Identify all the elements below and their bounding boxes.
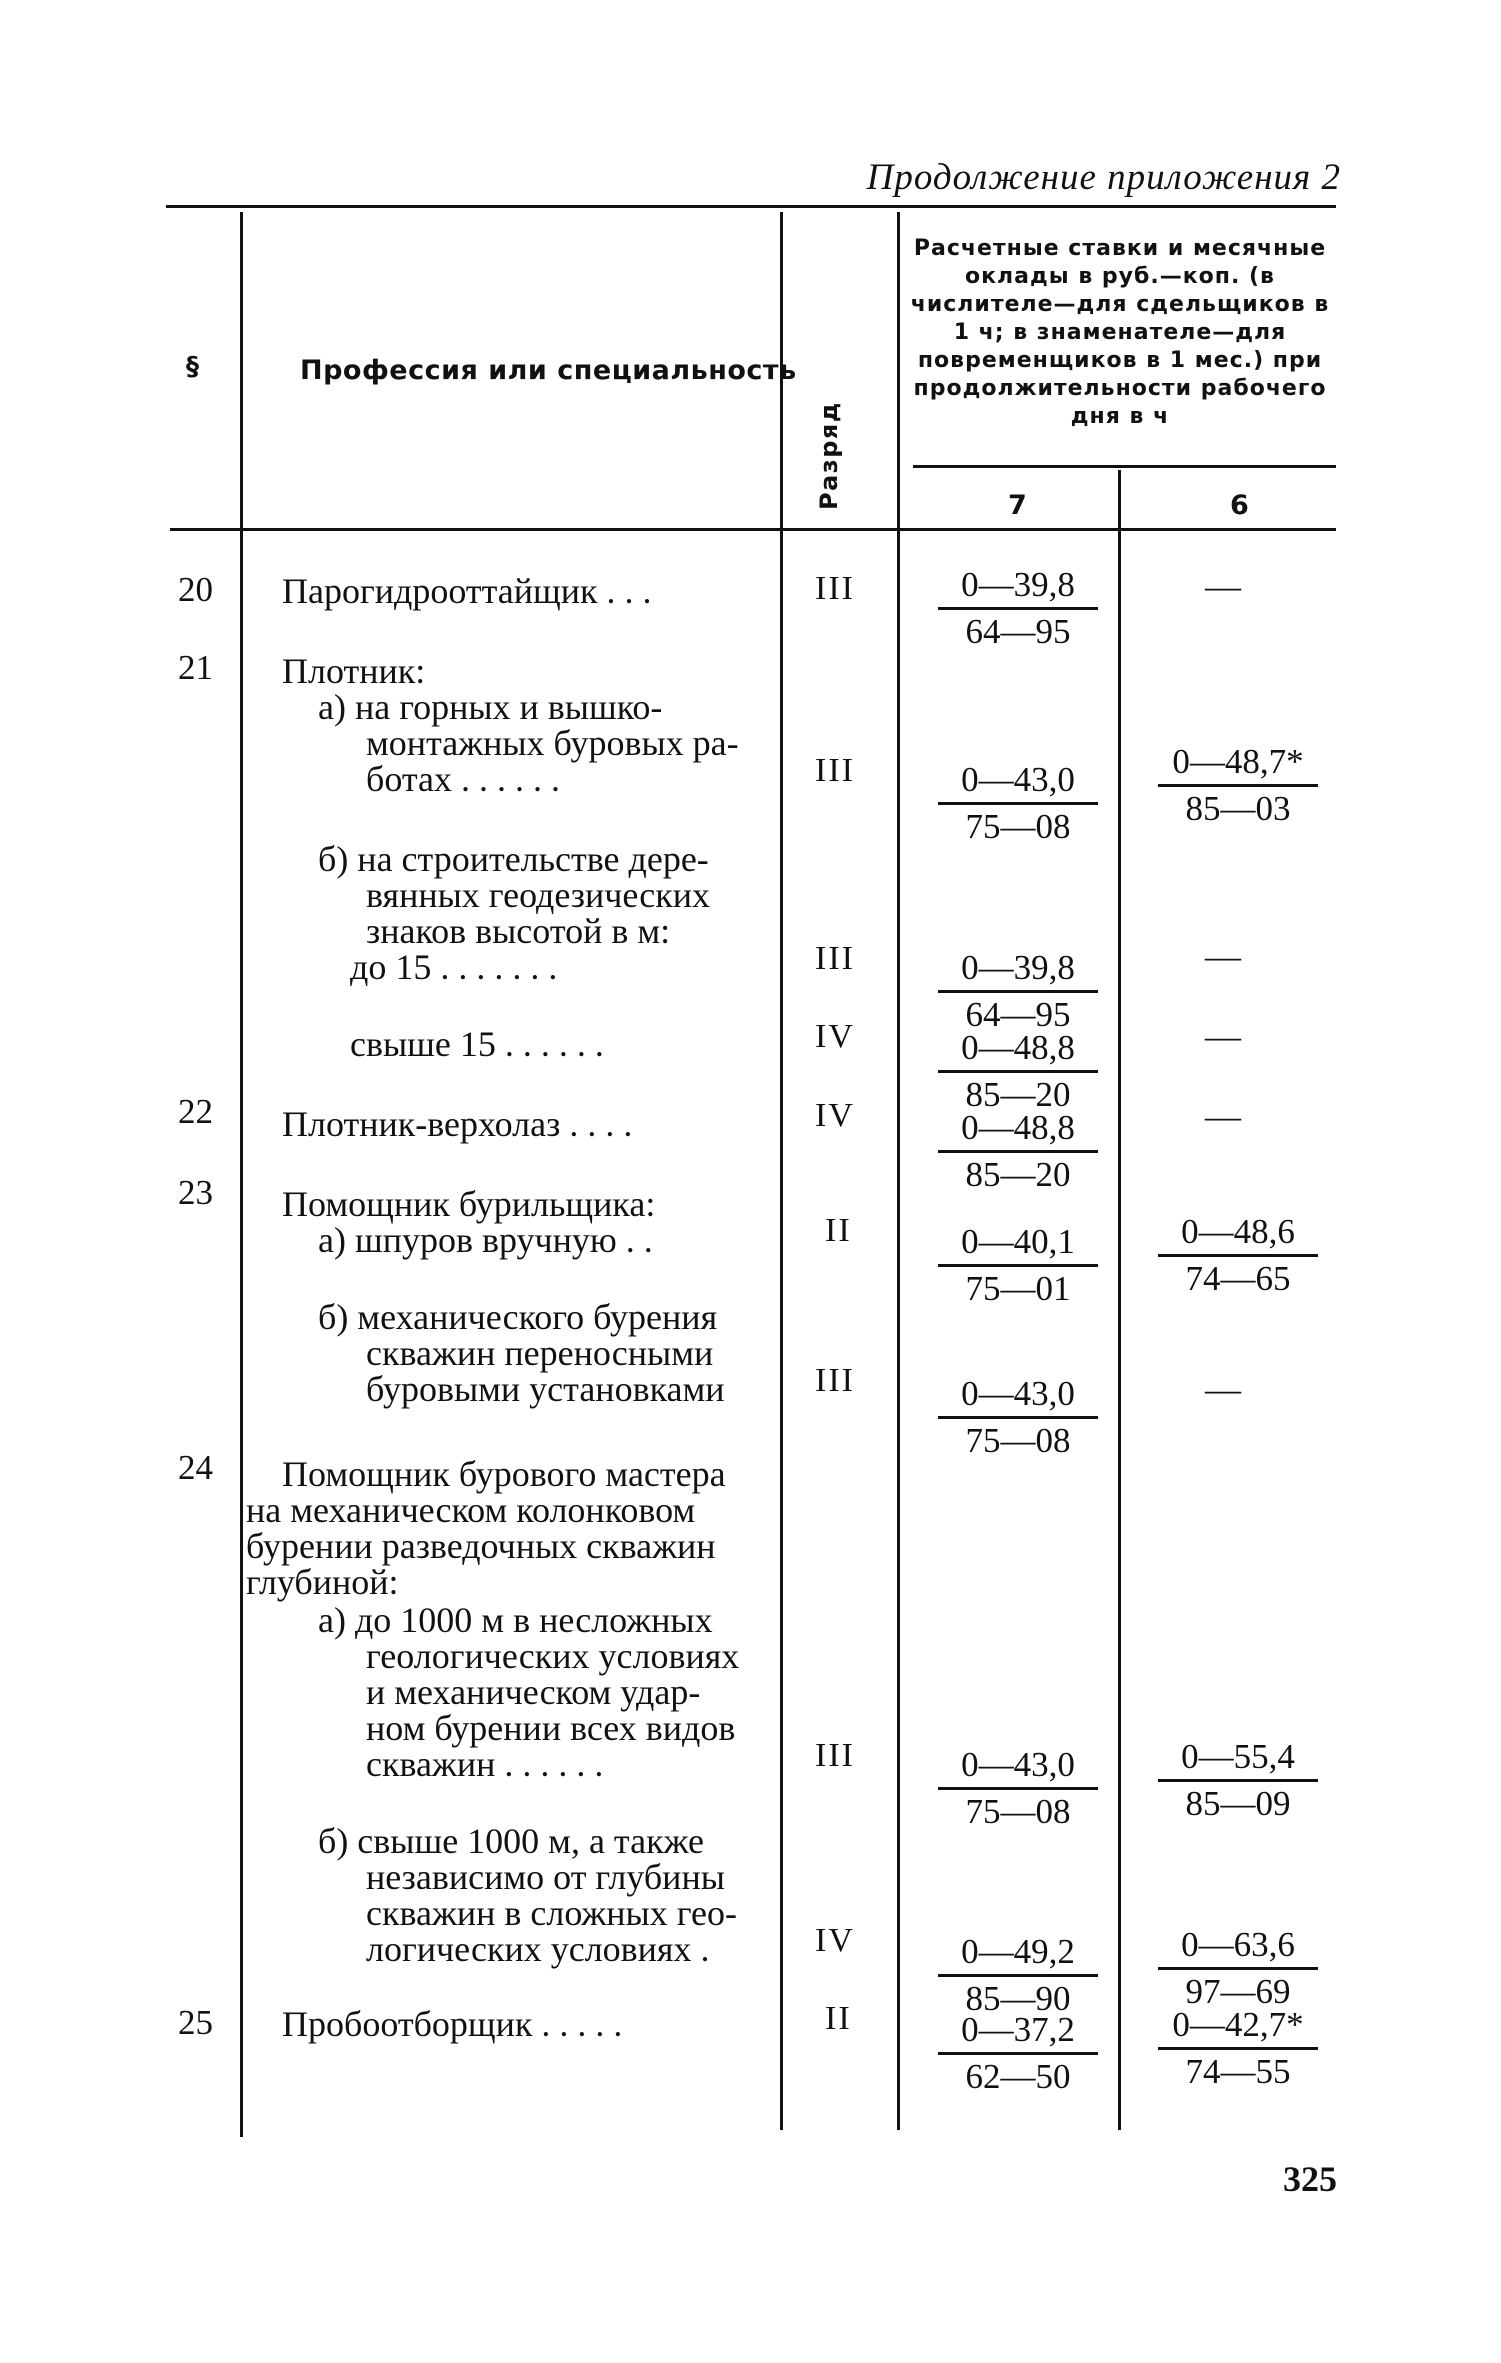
profession-text: б) механического бурения [318,1297,718,1337]
column-rule-1 [240,212,243,2137]
rate-6h-empty: — [1205,1369,1241,1409]
row-number: 23 [178,1173,213,1212]
rate-7h [938,1932,1098,2019]
fraction-bar [938,802,1098,805]
profession-text: а) на горных и вышко- [318,687,663,727]
profession-text: Пробоотборщик . . . . . [282,2004,623,2044]
rate-6h-empty: — [1205,1016,1241,1056]
rate-numerator: 0—43,0 [961,760,1075,799]
rate-denominator: 75—01 [965,1269,1071,1308]
rate-7h [938,760,1098,847]
profession-text: б) на строительстве дере- [318,839,709,879]
rate-numerator: 0—40,1 [961,1222,1075,1261]
rate-7h [938,1108,1098,1195]
fraction-bar [938,2052,1098,2055]
grade-header: Разряд [815,401,843,510]
fraction-bar [1158,1254,1318,1257]
header-bottom-rule [170,528,1336,531]
rate-denominator: 74—65 [1185,1259,1291,1298]
profession-text: глубиной: [246,1562,399,1602]
fraction-bar [938,990,1098,993]
grade-value: III [815,1362,855,1399]
column-6-header: 6 [1230,490,1249,521]
profession-text: ном бурении всех видов [366,1708,736,1748]
column-7-header: 7 [1008,490,1027,521]
rate-denominator: 64—95 [965,612,1071,651]
fraction-bar [938,1974,1098,1977]
rate-numerator: 0—42,7* [1172,2005,1304,2044]
fraction-bar [938,1264,1098,1267]
fraction-bar [1158,784,1318,787]
rate-denominator: 64—95 [965,995,1071,1034]
profession-text: скважин переносными [366,1333,714,1373]
column-rule-2 [780,212,783,2130]
rate-denominator: 75—08 [965,1421,1071,1460]
rate-denominator: 75—08 [965,807,1071,846]
fraction-bar [1158,1967,1318,1970]
rate-denominator: 85—20 [965,1075,1071,1114]
profession-text: вянных геодезических [366,875,710,915]
profession-text: б) свыше 1000 м, а также [318,1821,704,1861]
rates-header: Расчетные ставки и месячные оклады в руб.—коп. (в числителе—для сдельщиков в 1 ч; в знаменателе—для повременщиков в 1 мес.) при продолжительности рабочего дня в ч [910,236,1330,429]
fraction-bar [938,1070,1098,1073]
profession-text: Плотник: [282,651,426,691]
profession-text: Помощник бурильщика: [282,1184,656,1224]
profession-text: независимо от глубины [366,1857,725,1897]
rate-7h [938,948,1098,1035]
row-number: 20 [178,570,213,609]
profession-text: знаков высотой в м: [366,911,671,951]
profession-text: скважин в сложных гео- [366,1893,738,1933]
row-number: 22 [178,1092,213,1131]
rate-numerator: 0—39,8 [961,565,1075,604]
fraction-bar [938,1416,1098,1419]
profession-text: бурении разведочных скважин [246,1526,716,1566]
rate-denominator: 75—08 [965,1792,1071,1831]
column-rule-3 [897,212,900,2130]
profession-header: Профессия или специальность [300,355,797,386]
grade-value: II [825,1212,852,1249]
page-number: 325 [1283,2159,1337,2199]
continuation-caption: Продолжение приложения 2 [866,157,1341,198]
rate-numerator: 0—39,8 [961,948,1075,987]
rate-numerator: 0—43,0 [961,1374,1075,1413]
rate-6h [1158,1737,1318,1824]
row-number: 21 [178,648,213,687]
rate-6h-empty: — [1205,1096,1241,1136]
profession-text: Плотник-верхолаз . . . . [282,1104,633,1144]
profession-text: логических условиях . [366,1929,710,1969]
rate-numerator: 0—48,6 [1181,1212,1295,1251]
profession-text: геологических условиях [366,1636,740,1676]
rate-numerator: 0—48,7* [1172,742,1304,781]
rate-7h [938,565,1098,652]
row-number: 25 [178,2003,213,2042]
fraction-bar [938,607,1098,610]
rate-7h [938,2010,1098,2097]
rate-denominator: 85—90 [965,1979,1071,2018]
rate-6h [1158,742,1318,829]
rate-7h [938,1374,1098,1461]
profession-text: а) до 1000 м в несложных [318,1600,713,1640]
rates-subheader-rule [913,465,1336,468]
grade-value: III [815,570,855,607]
profession-text: а) шпуров вручную . . [318,1220,653,1260]
profession-text: монтажных буровых ра- [366,723,739,763]
rate-numerator: 0—37,2 [961,2010,1075,2049]
rate-6h [1158,1925,1318,2012]
rate-denominator: 62—50 [965,2057,1071,2096]
rate-6h-empty: — [1205,566,1241,606]
rate-denominator: 85—09 [1185,1784,1291,1823]
fraction-bar [1158,2047,1318,2050]
profession-text: буровыми установками [366,1369,725,1409]
rate-7h [938,1222,1098,1309]
grade-value: III [815,752,855,789]
grade-value: IV [815,1922,855,1959]
column-rule-4 [1118,470,1121,2130]
grade-value: IV [815,1097,855,1134]
grade-value: III [815,940,855,977]
grade-value: II [825,2000,852,2037]
fraction-bar [938,1787,1098,1790]
profession-text: Парогидрооттайщик . . . [282,571,652,611]
profession-text: ботах . . . . . . [366,759,560,799]
grade-value: III [815,1737,855,1774]
rate-6h-empty: — [1205,936,1241,976]
rate-denominator: 85—03 [1185,789,1291,828]
rate-6h [1158,2005,1318,2092]
rate-denominator: 97—69 [1185,1972,1291,2011]
profession-text: Помощник бурового мастера [282,1454,726,1494]
rate-numerator: 0—63,6 [1181,1925,1295,1964]
profession-text: и механическом удар- [366,1672,701,1712]
rate-numerator: 0—49,2 [961,1932,1075,1971]
table-top-rule [166,205,1336,208]
profession-text: на механическом колонковом [246,1490,696,1530]
fraction-bar [1158,1779,1318,1782]
rate-numerator: 0—48,8 [961,1108,1075,1147]
row-number: 24 [178,1448,213,1487]
rate-numerator: 0—48,8 [961,1028,1075,1067]
rate-7h [938,1028,1098,1115]
profession-text: свыше 15 . . . . . . [350,1024,604,1064]
rate-6h [1158,1212,1318,1299]
rate-numerator: 0—43,0 [961,1745,1075,1784]
rate-numerator: 0—55,4 [1181,1737,1295,1776]
section-sign-header: § [186,352,199,382]
grade-value: IV [815,1018,855,1055]
profession-text: скважин . . . . . . [366,1744,604,1784]
profession-text: до 15 . . . . . . . [350,947,558,987]
fraction-bar [938,1150,1098,1153]
rate-denominator: 74—55 [1185,2052,1291,2091]
rate-denominator: 85—20 [965,1155,1071,1194]
rate-7h [938,1745,1098,1832]
